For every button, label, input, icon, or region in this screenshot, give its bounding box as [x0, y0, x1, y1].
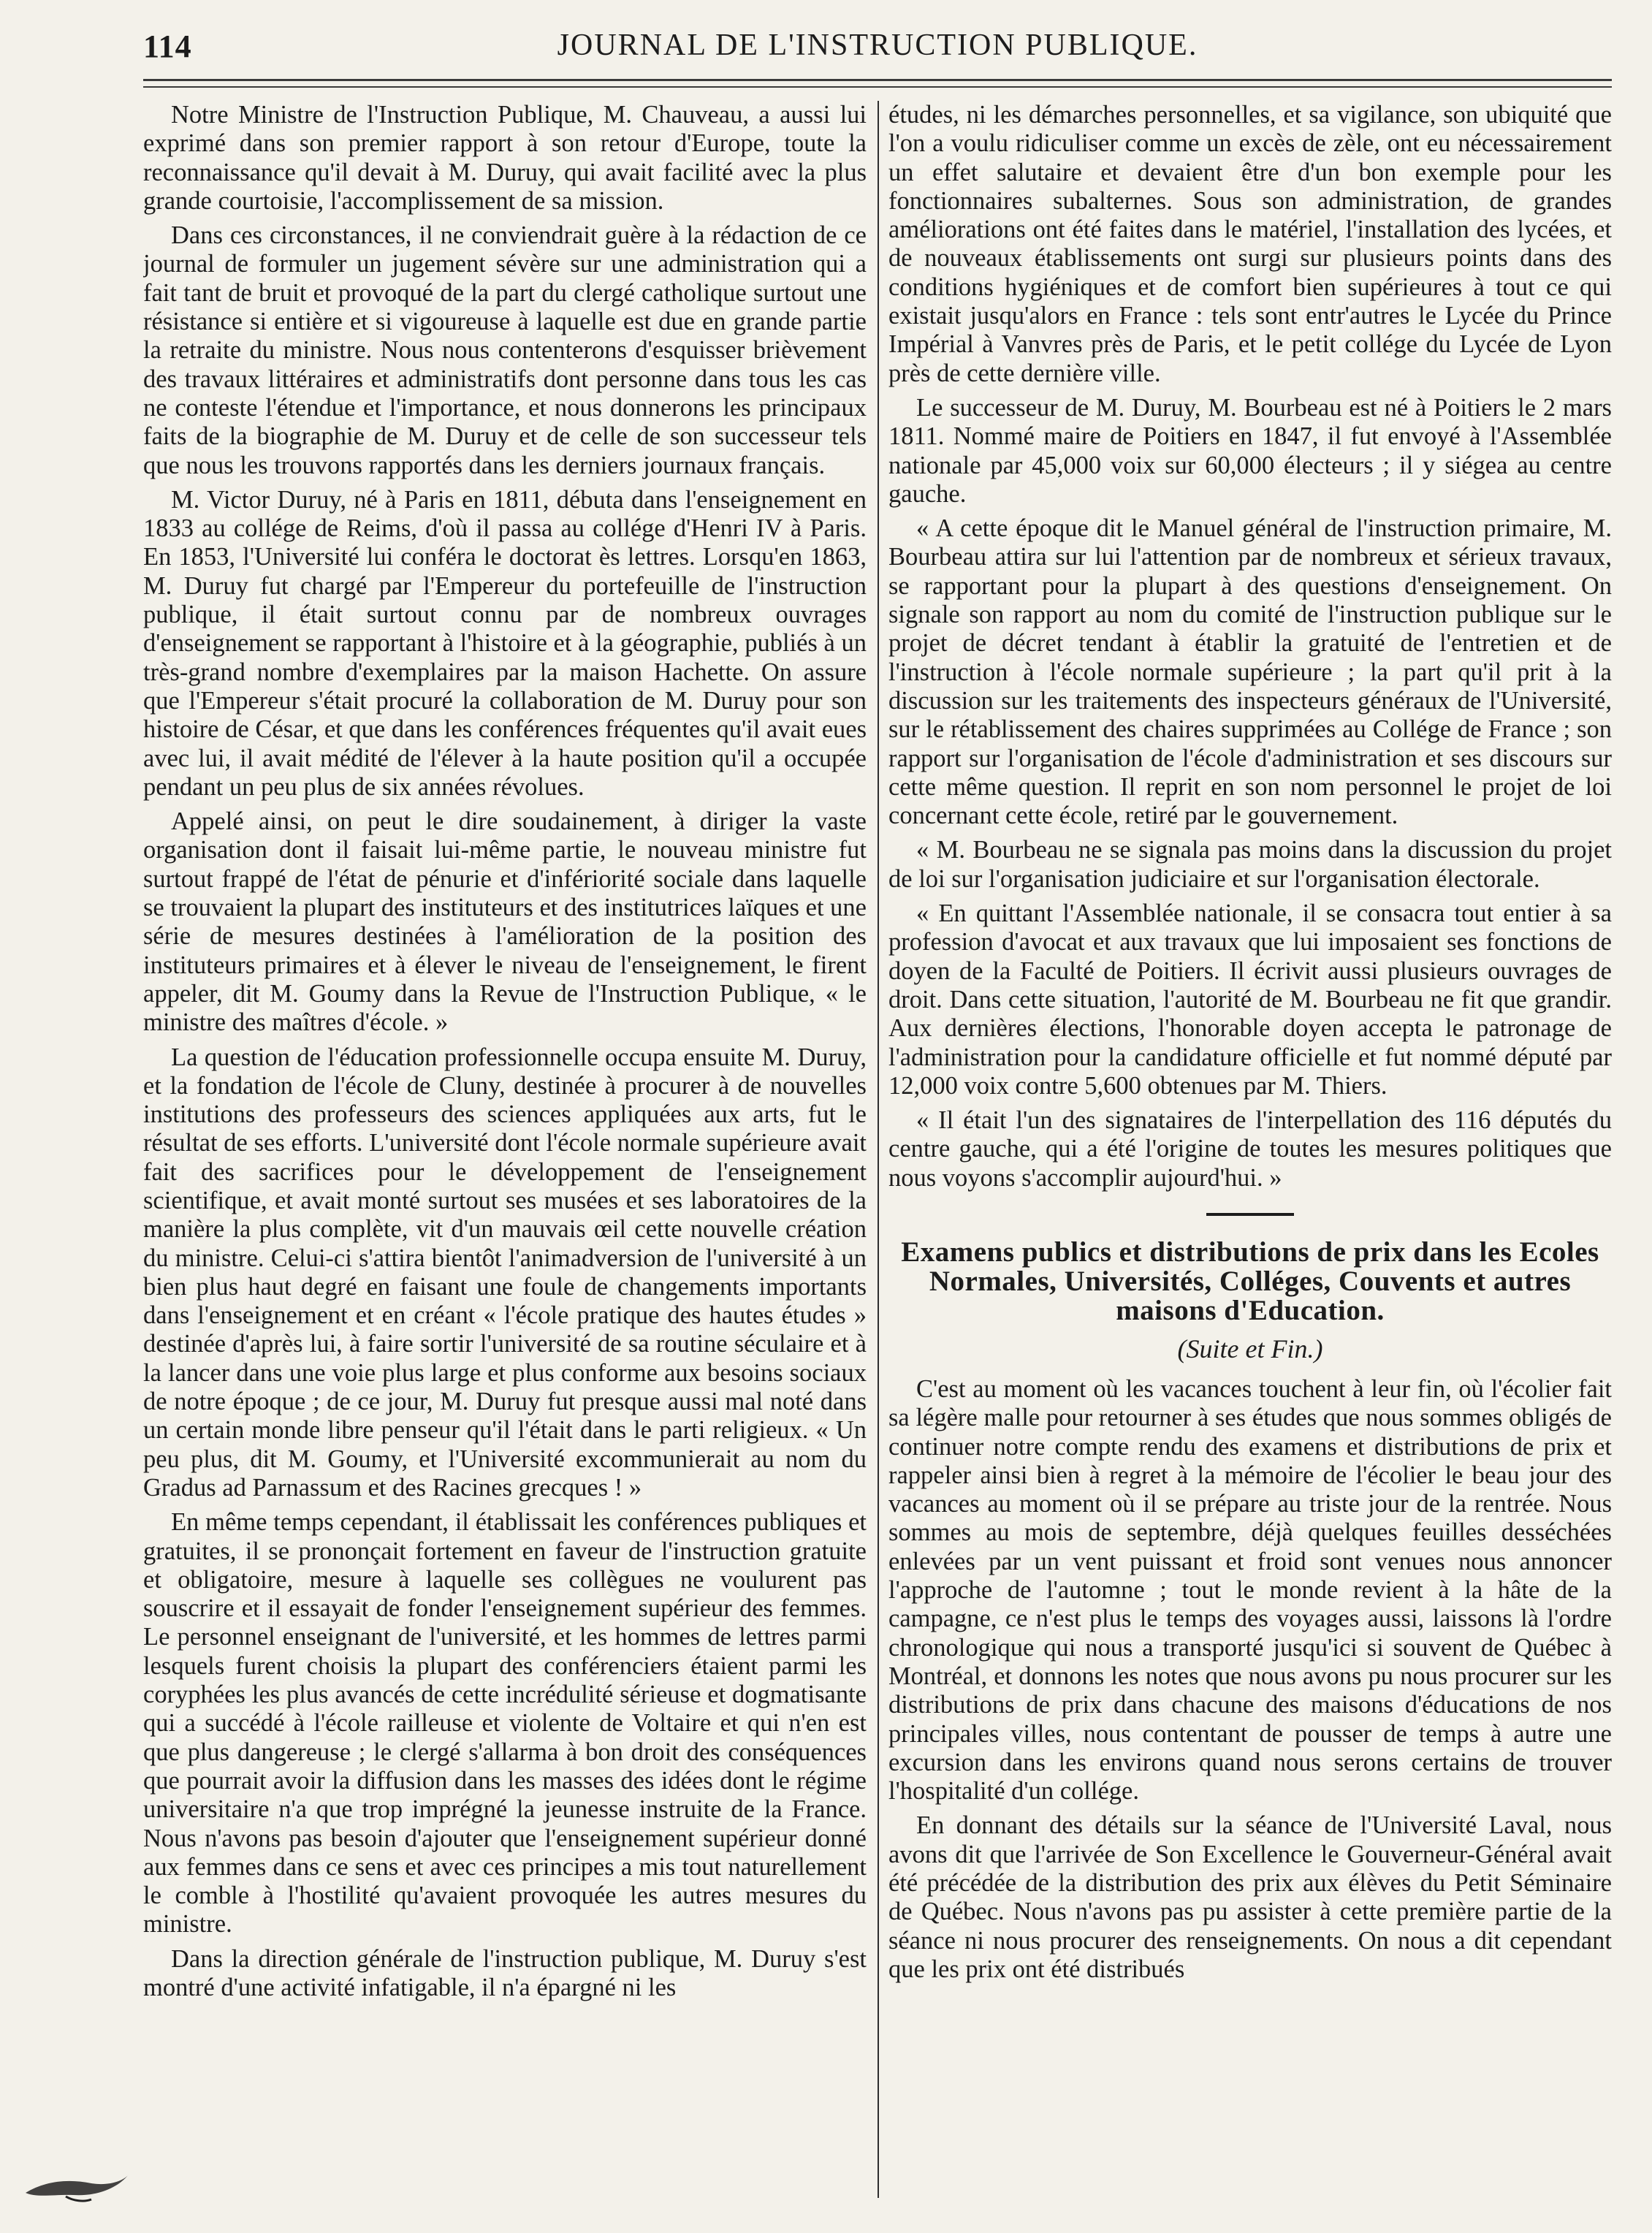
paragraph: « En quittant l'Assemblée nationale, il se consacra tout entier à sa profession d'avocat et aux travaux que lui imposaient ses fonctions de doyen de la Faculté de Poitiers. Il écrivit aussi plusieurs ouvrages de droit. Dans cette situation, l'autorité de M. Bourbeau ne fit que grandir. Aux dernières élections, l'honorable doyen accepta le patronage de l'administration pour la candidature officielle et fut nommé député par 12,000 voix contre 5,600 obtenues par M. Thiers. — [888, 899, 1612, 1100]
paragraph: En même temps cependant, il établissait les conférences publiques et gratuites, il se prononçait fortement en faveur de l'instruction gratuite et obligatoire, mesure à laquelle ses collègues ne voulurent pas souscrire et il essayait de fonder l'enseignement supérieur des femmes. Le personnel enseignant de l'université, et les hommes de lettres parmi lesquels furent choisis la plupart des conférenciers étaient parmi les coryphées les plus avancés de cette incrédulité sérieuse et dogmatisante qui a succédé à l'école railleuse et violente de Voltaire et qui n'en est que plus dangereuse ; le clergé s'allarma à bon droit des conséquences que pourrait avoir la diffusion dans les masses des idées dont le régime universitaire n'a que trop imprégné la jeunesse instruite de la France. Nous n'avons pas besoin d'ajouter que l'enseignement supérieur donné aux femmes dans ce sens et avec ces principes a mis tout naturellement le comble à l'hostilité qu'avaient provoquée les autres mesures du ministre. — [143, 1508, 867, 1939]
paragraph: C'est au moment où les vacances touchent à leur fin, où l'écolier fait sa légère malle pour retourner à ses études que nous sommes obligés de continuer notre compte rendu des examens et distributions de prix et rappeler ainsi bien à regret à la mémoire de l'écolier le beau jour des vacances au moment où il se prépare au triste jour de la rentrée. Nous sommes au mois de septembre, déjà quelques feuilles desséchées enlevées par un vent puissant et froid sont venues nous annoncer l'approche de l'automne ; tout le monde revient à la hâte de la campagne, ce n'est plus le temps des voyages aussi, laissons là l'ordre chronologique qui nous a transporté jusqu'ici si souvent de Québec à Montréal, et donnons les notes que nous avons pu nous procurer sur les distributions de prix dans chacune des maisons d'éducations de nos principales villes, nous contentant de pousser de temps à autre une excursion dans les environs quand nous serons certains de trouver l'hospitalité d'un collége. — [888, 1374, 1612, 1806]
section-heading: Examens publics et distributions de prix dans les Ecoles Normales, Universités, Colléges, Couvents et autres maisons d'Education. — [901, 1236, 1599, 1326]
page-number: 114 — [143, 28, 192, 64]
column-divider — [878, 101, 879, 2198]
paragraph: En donnant des détails sur la séance de l'Université Laval, nous avons dit que l'arrivée de Son Excellence le Gouverneur-Général avait été précédée de la distribution des prix aux élèves du Petit Séminaire de Québec. Nous n'avons pas pu assister à cette première partie de la séance ni nous procurer des renseignements. On nous a dit cependant que les prix ont été distribués — [888, 1811, 1612, 1983]
section-subheading: (Suite et Fin.) — [1177, 1334, 1323, 1363]
paragraph: « M. Bourbeau ne se signala pas moins dans la discussion du projet de loi sur l'organisation judiciaire et sur l'organisation électorale. — [888, 836, 1612, 893]
journal-title: JOURNAL DE L'INSTRUCTION PUBLIQUE. — [557, 28, 1198, 62]
right-column — [888, 101, 1612, 2220]
paragraph: Dans la direction générale de l'instruction publique, M. Duruy s'est montré d'une activité infatigable, il n'a épargné ni les — [143, 1944, 867, 2001]
paragraph: « A cette époque dit le Manuel général de l'instruction primaire, M. Bourbeau attira sur lui l'attention par de nombreux et sérieux travaux, se rapportant pour la plupart à des questions d'enseignement. On signale son rapport au nom du comité de l'instruction publique sur le projet de décret tendant à établir la gratuité de l'entretien et de l'instruction à l'école normale supérieure ; la part qu'il prit à la discussion sur les traitements des inspecteurs généraux de l'Université, sur le rétablissement des chaires supprimées au Collége de France ; son rapport sur l'organisation de l'école d'administration et ses discours sur cette même question. Il reprit en son nom personnel le projet de loi concernant cette école, retiré par le gouvernement. — [888, 514, 1612, 830]
paragraph: études, ni les démarches personnelles, et sa vigilance, son ubiquité que l'on a voulu ridiculiser comme un excès de zèle, ont eu nécessairement un effet salutaire et devaient être d'un bon exemple pour les fonctionnaires subalternes. Sous son administration, de grandes améliorations ont été faites dans le matériel, l'installation des lycées, et de nouveaux établissements ont surgi sur plusieurs points dans des conditions hygiéniques et de comfort bien supérieures à tout ce qui existait jusqu'alors en France : tels sont entr'autres le Lycée du Prince Impérial à Vanvres près de Paris, et le petit collége du Lycée de Lyon près de cette dernière ville. — [888, 101, 1612, 387]
paragraph: « Il était l'un des signataires de l'interpellation des 116 députés du centre gauche, qui a été l'origine de toutes les mesures politiques que nous voyons s'accomplir aujourd'hui. » — [888, 1106, 1612, 1192]
header-rule — [143, 79, 1612, 81]
section-separator — [1206, 1213, 1294, 1216]
paragraph: La question de l'éducation professionnelle occupa ensuite M. Duruy, et la fondation de l'école de Cluny, destinée à procurer à de nouvelles institutions des professeurs des sciences appliquées aux arts, fut le résultat de ses efforts. L'université dont l'école normale supérieure avait fait des sacrifices pour le développement de l'enseignement scientifique, et avait monté surtout ses musées et ses laboratoires de la manière la plus complète, vit d'un mauvais œil cette nouvelle création du ministre. Celui-ci s'attira bientôt l'animadversion de l'université à un bien plus haut degré en faisant une foule de changements importants dans l'enseignement et en créant « l'école pratique des hautes études » destinée d'après lui, à faire sortir l'université de sa routine séculaire et à la lancer dans une voie plus large et plus conforme aux besoins sociaux de notre époque ; de ce jour, M. Duruy fut presque aussi mal noté dans un certain monde libre penseur qu'il l'était dans le parti religieux. « Un peu plus, dit M. Goumy, et l'Université excommunierait au nom du Gradus ad Parnassum et des Racines grecques ! » — [143, 1043, 867, 1502]
paragraph: Le successeur de M. Duruy, M. Bourbeau est né à Poitiers le 2 mars 1811. Nommé maire de Poitiers en 1847, il fut envoyé à l'Assemblée nationale par 45,000 voix sur 60,000 électeurs ; il y siégea au centre gauche. — [888, 393, 1612, 508]
page-header — [143, 22, 1612, 73]
ink-smudge — [22, 2153, 132, 2204]
left-column — [143, 101, 867, 2220]
paragraph: Appelé ainsi, on peut le dire soudainement, à diriger la vaste organisation dont il faisait lui-même partie, le nouveau ministre fut surtout frappé de l'état de pénurie et d'infériorité sociale dans laquelle se trouvaient la plupart des instituteurs et des institutrices laïques et une série de mesures destinées à l'amélioration de la position des instituteurs primaires et à élever le niveau de l'enseignement, le firent appeler, dit M. Goumy dans la Revue de l'Instruction Publique, « le ministre des maîtres d'école. » — [143, 807, 867, 1037]
header-rule-secondary — [143, 86, 1612, 88]
paragraph: Notre Ministre de l'Instruction Publique, M. Chauveau, a aussi lui exprimé dans son premier rapport à son retour d'Europe, toute la reconnaissance qu'il devait à M. Duruy, qui avait facilité avec la plus grande courtoisie, l'accomplissement de sa mission. — [143, 101, 867, 215]
paragraph: M. Victor Duruy, né à Paris en 1811, débuta dans l'enseignement en 1833 au collége de Reims, d'où il passa au collége d'Henri IV à Paris. En 1853, l'Université lui conféra le doctorat ès lettres. Lorsqu'en 1863, M. Duruy fut chargé par l'Empereur du portefeuille de l'instruction publique, il était surtout connu par de nombreux ouvrages d'enseignement se rapportant à l'histoire et à la géographie, publiés à un très-grand nombre d'exemplaires par la maison Hachette. On assure que l'Empereur s'était procuré la collaboration de M. Duruy pour son histoire de César, et que dans les conférences fréquentes qu'il avait eues avec lui, il avait médité de l'élever à la haute position qu'il a occupée pendant un peu plus de six années révolues. — [143, 485, 867, 801]
paragraph: Dans ces circonstances, il ne conviendrait guère à la rédaction de ce journal de formuler un jugement sévère sur une administration qui a fait tant de bruit et provoqué de la part du clergé catholique surtout une résistance si entière et si vigoureuse à laquelle est due en grande partie la retraite du ministre. Nous nous contenterons d'esquisser brièvement des travaux littéraires et administratifs dont personne dans tous les cas ne conteste l'étendue et l'importance, et nous donnerons les principaux faits de la biographie de M. Duruy et de celle de son successeur tels que nous les trouvons rapportés dans les derniers journaux français. — [143, 221, 867, 479]
